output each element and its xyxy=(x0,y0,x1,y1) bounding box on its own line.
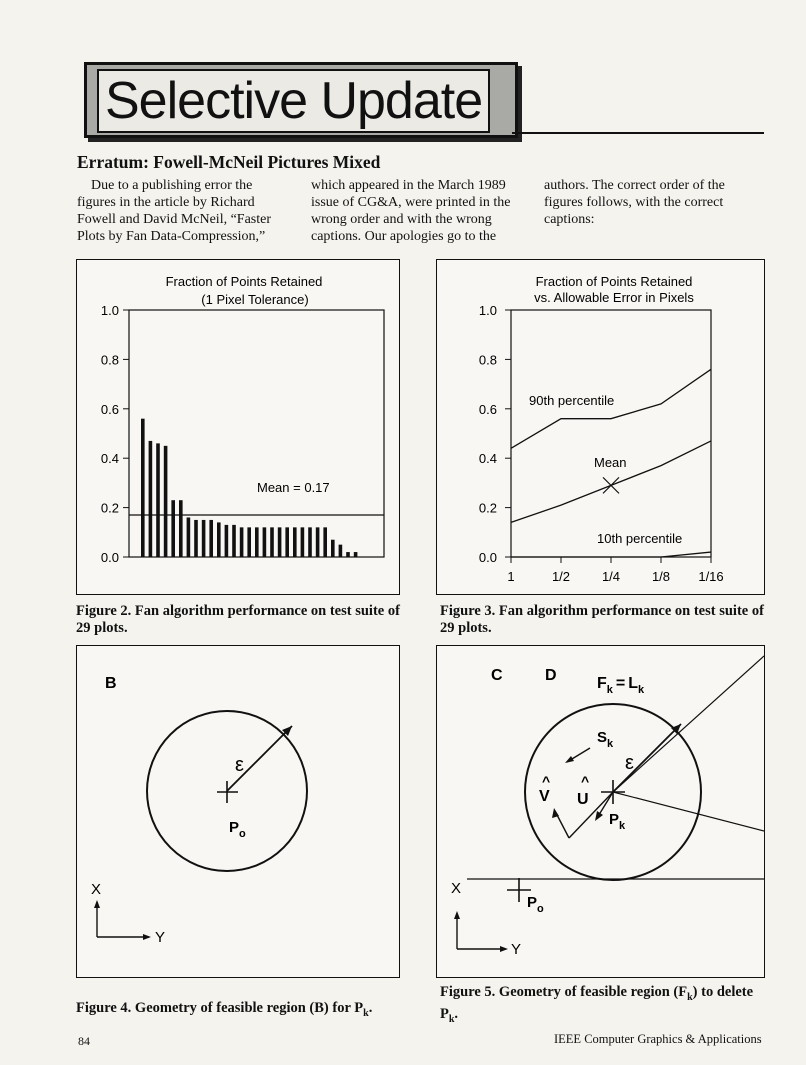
erratum-column-3: authors. The correct order of the figures follows, with the correct captions: xyxy=(544,178,725,227)
figure-2-caption: Figure 2. Fan algorithm performance on test suite of 29 plots. xyxy=(76,603,400,636)
fig2-bar xyxy=(270,527,274,557)
fig3-xtick-label: 1/8 xyxy=(651,569,671,584)
fig2-bar xyxy=(141,419,145,557)
fig2-bar xyxy=(293,527,297,557)
fig5-label-Fk-Lk: $F_k = L_k$ xyxy=(597,675,645,696)
fig2-ytick-label: 0.4 xyxy=(100,451,119,467)
fig5-label-V-hat: ^ xyxy=(542,773,551,789)
fig5-label-U: U xyxy=(577,791,589,808)
fig2-bar xyxy=(171,500,175,557)
fig5-label-U-hat: ^ xyxy=(581,773,590,789)
fig4-axis-Y: Y xyxy=(155,929,166,946)
fig5-label-Pk: $P_k$ xyxy=(609,811,626,832)
fig3-ytick-label: 1.0 xyxy=(478,303,497,318)
figure-4-caption: Figure 4. Geometry of feasible region (B) for $P_k$. xyxy=(76,1000,373,1019)
fig2-title-line2: (1 Pixel Tolerance) xyxy=(201,292,309,307)
figure-4-panel xyxy=(76,645,400,978)
fig3-ytick-label: 0.2 xyxy=(478,500,497,516)
fig2-bar xyxy=(247,527,251,557)
fig3-ytick-label: 0.8 xyxy=(478,352,497,368)
fig2-ytick-label: 0.2 xyxy=(100,500,119,516)
fig2-ytick-label: 0.6 xyxy=(100,401,119,417)
fig3-title-line1: Fraction of Points Retained xyxy=(535,274,693,289)
fig3-label-mean: Mean xyxy=(594,455,627,470)
fig3-ytick-label: 0.4 xyxy=(478,451,497,467)
figure-2-panel xyxy=(76,259,400,595)
fig5-label-Po: $P_o$ xyxy=(527,894,544,915)
figure-4-diagram xyxy=(77,646,399,977)
fig5-axis-X: X xyxy=(451,880,462,897)
fig5-U-arrow xyxy=(595,811,603,821)
fig2-bar xyxy=(301,527,305,557)
fig2-bar xyxy=(209,520,213,557)
fig4-label-P: $P_o$ xyxy=(229,819,246,840)
fig4-label-B: B xyxy=(105,675,117,692)
fig2-bar xyxy=(187,517,191,557)
header-rule xyxy=(512,132,764,134)
journal-name: IEEE Computer Graphics & Applications xyxy=(554,1032,762,1046)
fig5-boundary-lower xyxy=(613,792,764,831)
fig2-bar xyxy=(225,525,229,557)
fig4-axis-X: X xyxy=(91,881,102,898)
figure-3-chart xyxy=(437,260,764,594)
fig2-bar xyxy=(179,500,183,557)
fig3-ytick-label: 0.6 xyxy=(478,401,497,417)
figure-3-panel xyxy=(436,259,765,595)
fig5-axis-Y: Y xyxy=(511,941,522,958)
fig2-bar xyxy=(156,443,160,557)
fig2-bar xyxy=(232,525,236,557)
fig4-epsilon: ε xyxy=(235,754,244,776)
fig2-bar xyxy=(149,441,153,557)
figure-5-diagram xyxy=(437,646,764,977)
fig2-ytick-label: 0.0 xyxy=(100,550,119,565)
fig2-mean-label: Mean = 0.17 xyxy=(257,480,330,495)
fig2-bar xyxy=(323,527,327,557)
fig2-title-line1: Fraction of Points Retained xyxy=(165,274,323,289)
fig5-Sk-arrow xyxy=(565,756,574,763)
fig2-bar xyxy=(217,522,221,557)
fig2-ytick-label: 0.8 xyxy=(100,352,119,368)
fig5-axis-x-arrow xyxy=(454,911,460,919)
fig5-epsilon-line xyxy=(613,724,681,792)
figure-5-caption: Figure 5. Geometry of feasible region $(F_k)$ to delete $P_k$. xyxy=(440,984,754,1025)
fig5-axis-y-arrow xyxy=(500,946,508,952)
fig2-bar xyxy=(308,527,312,557)
fig5-V-vector xyxy=(569,792,613,838)
fig4-axis-y-arrow xyxy=(143,934,151,940)
fig3-xtick-label: 1 xyxy=(507,569,515,584)
fig3-xtick-label: 1/2 xyxy=(551,569,571,584)
fig3-xtick-label: 1/4 xyxy=(601,569,621,584)
fig3-series-line xyxy=(511,369,711,448)
fig5-label-Sk: $S_k$ xyxy=(597,729,614,750)
erratum-column-1: Due to a publishing error the figures in the article by Richard Fowell and David McNeil, “Faster Plots by Fan Data-Compression,” xyxy=(77,178,272,244)
fig2-bar xyxy=(278,527,282,557)
fig2-bar xyxy=(255,527,259,557)
figure-2-chart xyxy=(77,260,399,594)
fig2-bar xyxy=(202,520,206,557)
page-number: 84 xyxy=(78,1034,90,1048)
fig3-label-10th: 10th percentile xyxy=(597,531,683,546)
fig2-ytick-label: 1.0 xyxy=(100,303,119,318)
fig5-epsilon: ε xyxy=(625,752,634,774)
fig2-bar xyxy=(240,527,244,557)
fig2-bar xyxy=(339,545,343,557)
fig2-bar xyxy=(354,552,358,557)
figure-5-panel xyxy=(436,645,765,978)
fig3-xtick-label: 1/16 xyxy=(698,569,724,584)
figure-3-caption: Figure 3. Fan algorithm performance on test suite of 29 plots. xyxy=(440,603,764,636)
fig2-bar xyxy=(331,540,335,557)
fig4-axis-x-arrow xyxy=(94,900,100,908)
erratum-column-2: which appeared in the March 1989 issue of CG&A, were printed in the wrong order and with the wrong captions. Our apologies go to the xyxy=(311,178,511,244)
fig3-title-line2: vs. Allowable Error in Pixels xyxy=(534,290,694,305)
fig2-bar xyxy=(164,446,168,557)
fig5-label-D: D xyxy=(545,667,557,684)
section-title: Selective Update xyxy=(97,69,490,133)
fig2-bar xyxy=(346,552,350,557)
fig2-bar xyxy=(263,527,267,557)
fig5-label-C: C xyxy=(491,667,503,684)
section-banner xyxy=(84,62,518,138)
fig3-label-90th: 90th percentile xyxy=(529,393,615,408)
fig3-ytick-label: 0.0 xyxy=(478,550,497,565)
fig3-plot-frame xyxy=(511,310,711,557)
erratum-headline: Erratum: Fowell-McNeil Pictures Mixed xyxy=(77,152,381,172)
fig2-bar xyxy=(316,527,320,557)
fig3-series-line xyxy=(511,552,711,557)
fig2-bar xyxy=(285,527,289,557)
fig5-label-V: V xyxy=(539,788,550,805)
fig2-bar xyxy=(194,520,198,557)
fig3-series-line xyxy=(511,441,711,523)
